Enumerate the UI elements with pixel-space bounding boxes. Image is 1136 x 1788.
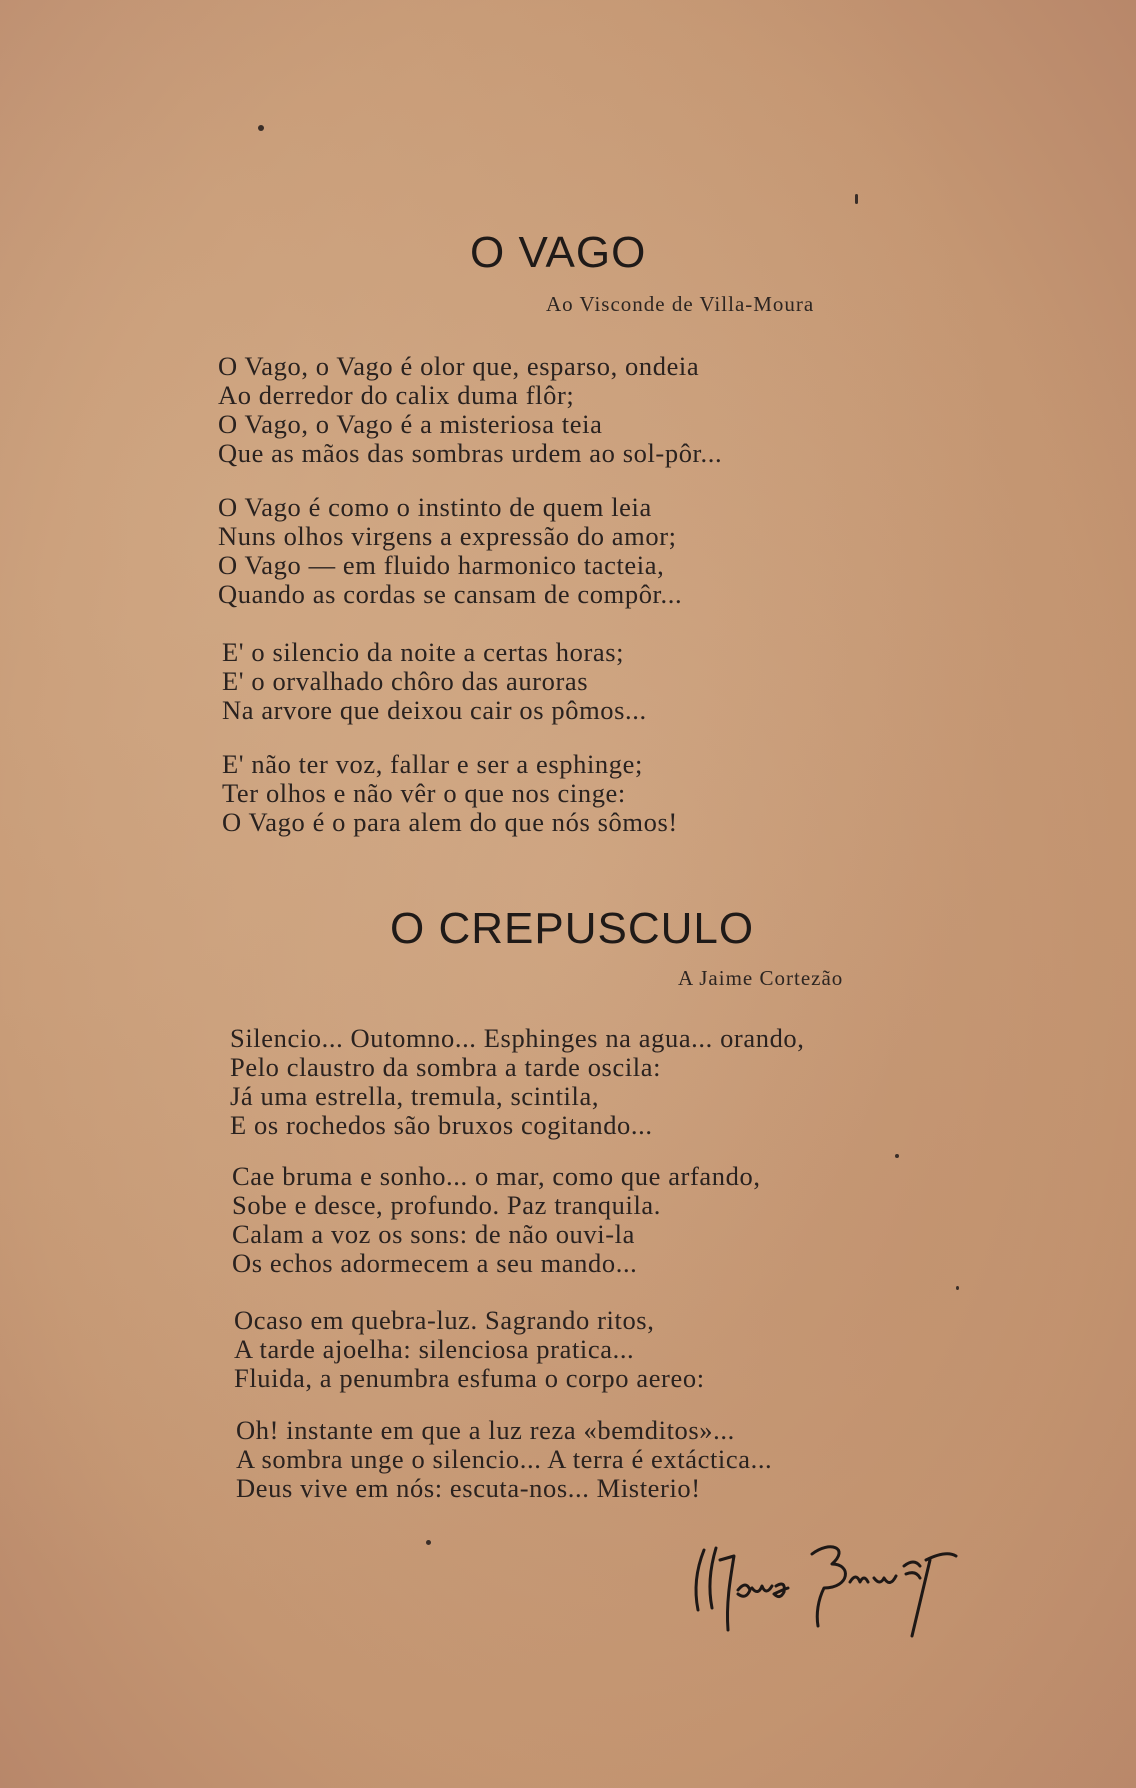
verse-line: Silencio... Outomno... Esphinges na agua... orando, bbox=[230, 1023, 805, 1053]
verse-line: Ao derredor do calix duma flôr; bbox=[218, 380, 575, 410]
poem-title: O CREPUSCULO bbox=[390, 904, 755, 953]
verse-line: Deus vive em nós: escuta-nos... Misterio! bbox=[236, 1473, 701, 1503]
paper-speck bbox=[258, 125, 264, 131]
verse-line: Na arvore que deixou cair os pômos... bbox=[222, 695, 647, 725]
stanza-1 bbox=[218, 352, 722, 468]
stanza-3 bbox=[234, 1306, 705, 1393]
stanza-1 bbox=[230, 1024, 805, 1140]
paper-speck bbox=[855, 194, 858, 204]
stanza-2 bbox=[232, 1162, 761, 1278]
verse-line: Pelo claustro da sombra a tarde oscila: bbox=[230, 1052, 662, 1082]
poem-dedication: A Jaime Cortezão bbox=[678, 966, 844, 990]
verse-line: Que as mãos das sombras urdem ao sol-pôr... bbox=[218, 438, 723, 468]
verse-line: Nuns olhos virgens a expressão do amor; bbox=[218, 521, 677, 551]
verse-line: Já uma estrella, tremula, scintila, bbox=[230, 1081, 600, 1111]
paper-speck bbox=[895, 1154, 899, 1158]
handwritten-signature bbox=[690, 1530, 1010, 1640]
verse-line: Oh! instante em que a luz reza «bemditos»... bbox=[236, 1415, 735, 1445]
stanza-4 bbox=[222, 750, 678, 837]
verse-line: E' não ter voz, fallar e ser a esphinge; bbox=[222, 749, 643, 779]
paper-speck bbox=[956, 1286, 959, 1290]
stanza-4 bbox=[236, 1416, 772, 1503]
verse-line: O Vago — em fluido harmonico tacteia, bbox=[218, 550, 665, 580]
verse-line: O Vago é o para alem do que nós sômos! bbox=[222, 807, 678, 837]
verse-line: Fluida, a penumbra esfuma o corpo aereo: bbox=[234, 1363, 705, 1393]
verse-line: Cae bruma e sonho... o mar, como que arfando, bbox=[232, 1161, 761, 1191]
verse-line: Ocaso em quebra-luz. Sagrando ritos, bbox=[234, 1305, 655, 1335]
verse-line: O Vago, o Vago é olor que, esparso, ondeia bbox=[218, 351, 700, 381]
verse-line: Quando as cordas se cansam de compôr... bbox=[218, 579, 683, 609]
verse-line: A tarde ajoelha: silenciosa pratica... bbox=[234, 1334, 635, 1364]
paper-speck bbox=[426, 1540, 431, 1545]
verse-line: E' o silencio da noite a certas horas; bbox=[222, 637, 625, 667]
verse-line: Sobe e desce, profundo. Paz tranquila. bbox=[232, 1190, 662, 1220]
verse-line: E os rochedos são bruxos cogitando... bbox=[230, 1110, 653, 1140]
verse-line: E' o orvalhado chôro das auroras bbox=[222, 666, 589, 696]
poem-dedication: Ao Visconde de Villa-Moura bbox=[546, 292, 815, 316]
verse-line: Ter olhos e não vêr o que nos cinge: bbox=[222, 778, 626, 808]
poem-title: O VAGO bbox=[470, 228, 647, 277]
verse-line: A sombra unge o silencio... A terra é extáctica... bbox=[236, 1444, 773, 1474]
verse-line: O Vago é como o instinto de quem leia bbox=[218, 492, 652, 522]
verse-line: O Vago, o Vago é a misteriosa teia bbox=[218, 409, 603, 439]
verse-line: Os echos adormecem a seu mando... bbox=[232, 1248, 638, 1278]
verse-line: Calam a voz os sons: de não ouvi-la bbox=[232, 1219, 635, 1249]
stanza-3 bbox=[222, 638, 647, 725]
stanza-2 bbox=[218, 493, 682, 609]
